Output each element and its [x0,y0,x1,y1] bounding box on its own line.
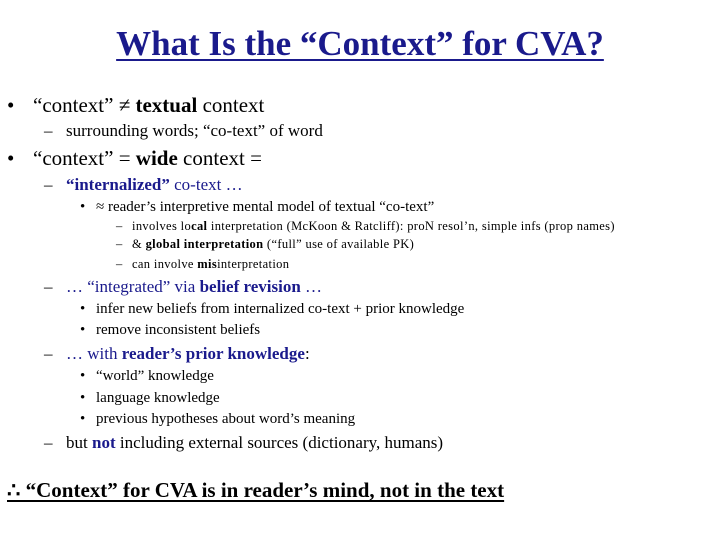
sub-surrounding-words: – surrounding words; “co-text” of word [44,121,323,140]
bullet-marker: • [80,411,86,427]
dash-marker: – [44,433,53,452]
dash-marker: – [44,277,53,296]
dash-marker: – [44,175,53,194]
bullet-marker: • [7,146,15,170]
bullet-marker: • [80,199,86,215]
dash-marker: – [44,121,53,140]
conclusion-line: ∴ “Context” for CVA is in reader’s mind, not in the text [7,478,505,502]
item-language-knowledge: • language knowledge [80,390,220,406]
bullet-marker: • [7,93,15,117]
sub-integrated-belief-revision: – … “integrated” via belief revision … [44,277,323,296]
item-misinterpretation: – can involve misinterpretation [116,257,290,271]
dash-marker: – [44,344,53,363]
item-remove-beliefs: • remove inconsistent beliefs [80,322,261,338]
slide-title: What Is the “Context” for CVA? [116,24,604,63]
bullet-marker: • [80,368,86,384]
item-global-interpretation: – & global interpretation (“full” use of available PK) [116,237,415,251]
dash-marker: – [116,237,123,251]
sub-prior-knowledge: – … with reader’s prior knowledge: [44,344,310,363]
sub-internalized-cotext: – “internalized” co-text … [44,175,243,194]
item-local-interpretation: – involves local interpretation (McKoon & Ratcliff): proN resol’n, simple infs (prop names) [116,219,615,233]
bullet-context-wide: • “context” = wide context = [7,146,262,170]
bullet-context-not-textual: • “context” ≠ textual context [7,93,265,117]
item-infer-beliefs: • infer new beliefs from internalized co-text + prior knowledge [80,301,465,317]
bullet-marker: • [80,301,86,317]
bullet-marker: • [80,322,86,338]
item-world-knowledge: • “world” knowledge [80,368,214,384]
item-mental-model: • ≈ reader’s interpretive mental model of textual “co-text” [80,199,435,215]
item-previous-hypotheses: • previous hypotheses about word’s meaning [80,411,356,427]
bullet-marker: • [80,390,86,406]
dash-marker: – [116,219,123,233]
sub-not-external-sources: – but not including external sources (dictionary, humans) [44,433,444,452]
dash-marker: – [116,257,123,271]
